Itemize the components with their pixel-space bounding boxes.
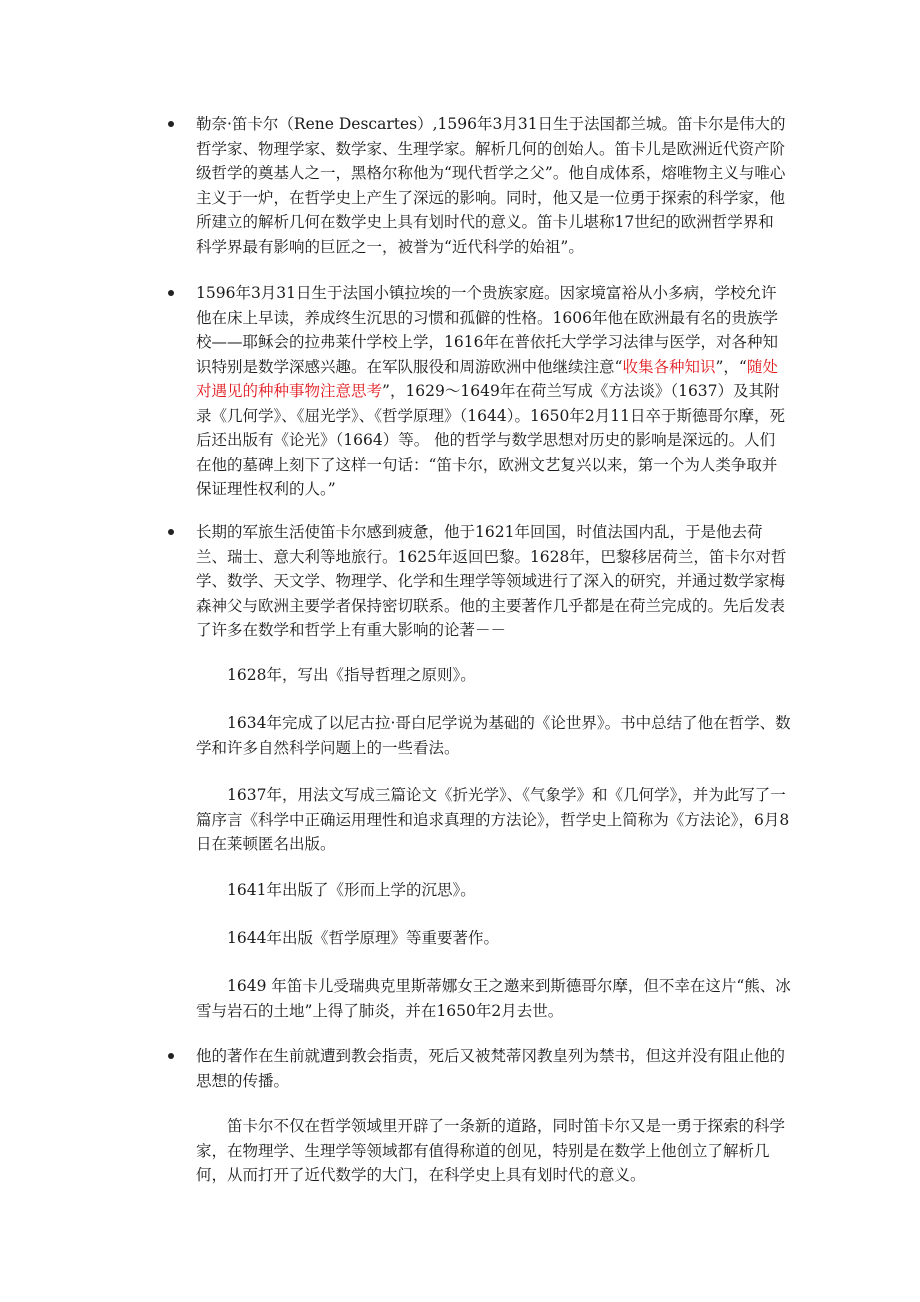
legacy-paragraph: 他的著作在生前就遭到教会指责，死后又被梵蒂冈教皇列为禁书，但这并没有阻止他的思想的传播。 [196,1047,786,1090]
list-item-intro [196,112,788,259]
highlight-text: 随处对遇见的种种事物注意思考 [196,357,778,400]
list-item-military-life [196,520,788,643]
bullet-icon [168,1053,174,1059]
biography-paragraph: 1596年3月31日生于法国小镇拉埃的一个贵族家庭。因家境富裕从小多病，学校允许他在床上早读，养成终生沉思的习惯和孤僻的性格。1606年他在欧洲最有名的贵族学校——耶稣会的拉弗莱什学校上学，1616年在普依托大学学习法律与医学，对各种知识特别是数学深感兴趣。在军队服役和周游欧洲中他继续注意“收集各种知识”，“随处对遇见的种种事物注意思考”，1629～1649年在荷兰写成《方法谈》（1637）及其附录《几何学》、《屈光学》、《哲学原理》（1644）。1650年2月11日卒于斯德哥尔摩，死后还出版有《论光》（1664）等。 他的哲学与数学思想对历史的影响是深远的。人们在他的墓碑上刻下了这样一句话：“笛卡尔，欧洲文艺复兴以来，第一个为人类争取并保证理性权利的人。” [196,284,785,498]
work-1644: 1644年出版《哲学原理》等重要著作。 [227,929,499,947]
list-item-biography [196,281,788,502]
work-1634: 1634年完成了以尼古拉·哥白尼学说为基础的《论世界》。书中总结了他在哲学、数学和许多自然科学问题上的一些看法。 [196,714,791,757]
highlight-text: 收集各种知识 [622,357,716,376]
bullet-icon [168,529,174,535]
list-item-legacy [196,1044,788,1093]
closing-paragraph: 笛卡尔不仅在哲学领域里开辟了一条新的道路，同时笛卡尔又是一勇于探索的科学家，在物理学、生理学等领域都有值得称道的创见，特别是在数学上他创立了解析几何，从而打开了近代数学的大门，在科学史上具有划时代的意义。 [196,1117,786,1184]
work-1649: 1649 年笛卡儿受瑞典克里斯蒂娜女王之邀来到斯德哥尔摩，但不幸在这片“熊、冰雪与岩石的土地”上得了肺炎，并在1650年2月去世。 [196,977,791,1020]
work-1637: 1637年，用法文写成三篇论文《折光学》、《气象学》和《几何学》，并为此写了一篇序言《科学中正确运用理性和追求真理的方法论》，哲学史上简称为《方法论》，6月8日在莱顿匿名出版。 [196,786,790,853]
work-1628: 1628年，写出《指导哲理之原则》。 [227,666,476,684]
bullet-icon [168,121,174,127]
military-life-paragraph: 长期的军旅生活使笛卡尔感到疲惫，他于1621年回国，时值法国内乱，于是他去荷兰、瑞士、意大利等地旅行。1625年返回巴黎。1628年，巴黎移居荷兰，笛卡尔对哲学、数学、天文学、物理学、化学和生理学等领域进行了深入的研究，并通过数学家梅森神父与欧洲主要学者保持密切联系。他的主要著作几乎都是在荷兰完成的。先后发表了许多在数学和哲学上有重大影响的论著－－ [196,523,787,639]
work-1641: 1641年出版了《形而上学的沉思》。 [227,881,476,899]
intro-paragraph: 勒奈·笛卡尔（Rene Descartes）,1596年3月31日生于法国都兰城。笛卡尔是伟大的哲学家、物理学家、数学家、生理学家。解析几何的创始人。笛卡儿是欧洲近代资产阶级哲学的奠基人之一，黑格尔称他为“现代哲学之父”。他自成体系，熔唯物主义与唯心主义于一炉，在哲学史上产生了深远的影响。同时，他又是一位勇于探索的科学家，他所建立的解析几何在数学史上具有划时代的意义。笛卡儿堪称17世纪的欧洲哲学界和科学界最有影响的巨匠之一，被誉为“近代科学的始祖”。 [196,115,786,256]
bullet-icon [168,290,174,296]
